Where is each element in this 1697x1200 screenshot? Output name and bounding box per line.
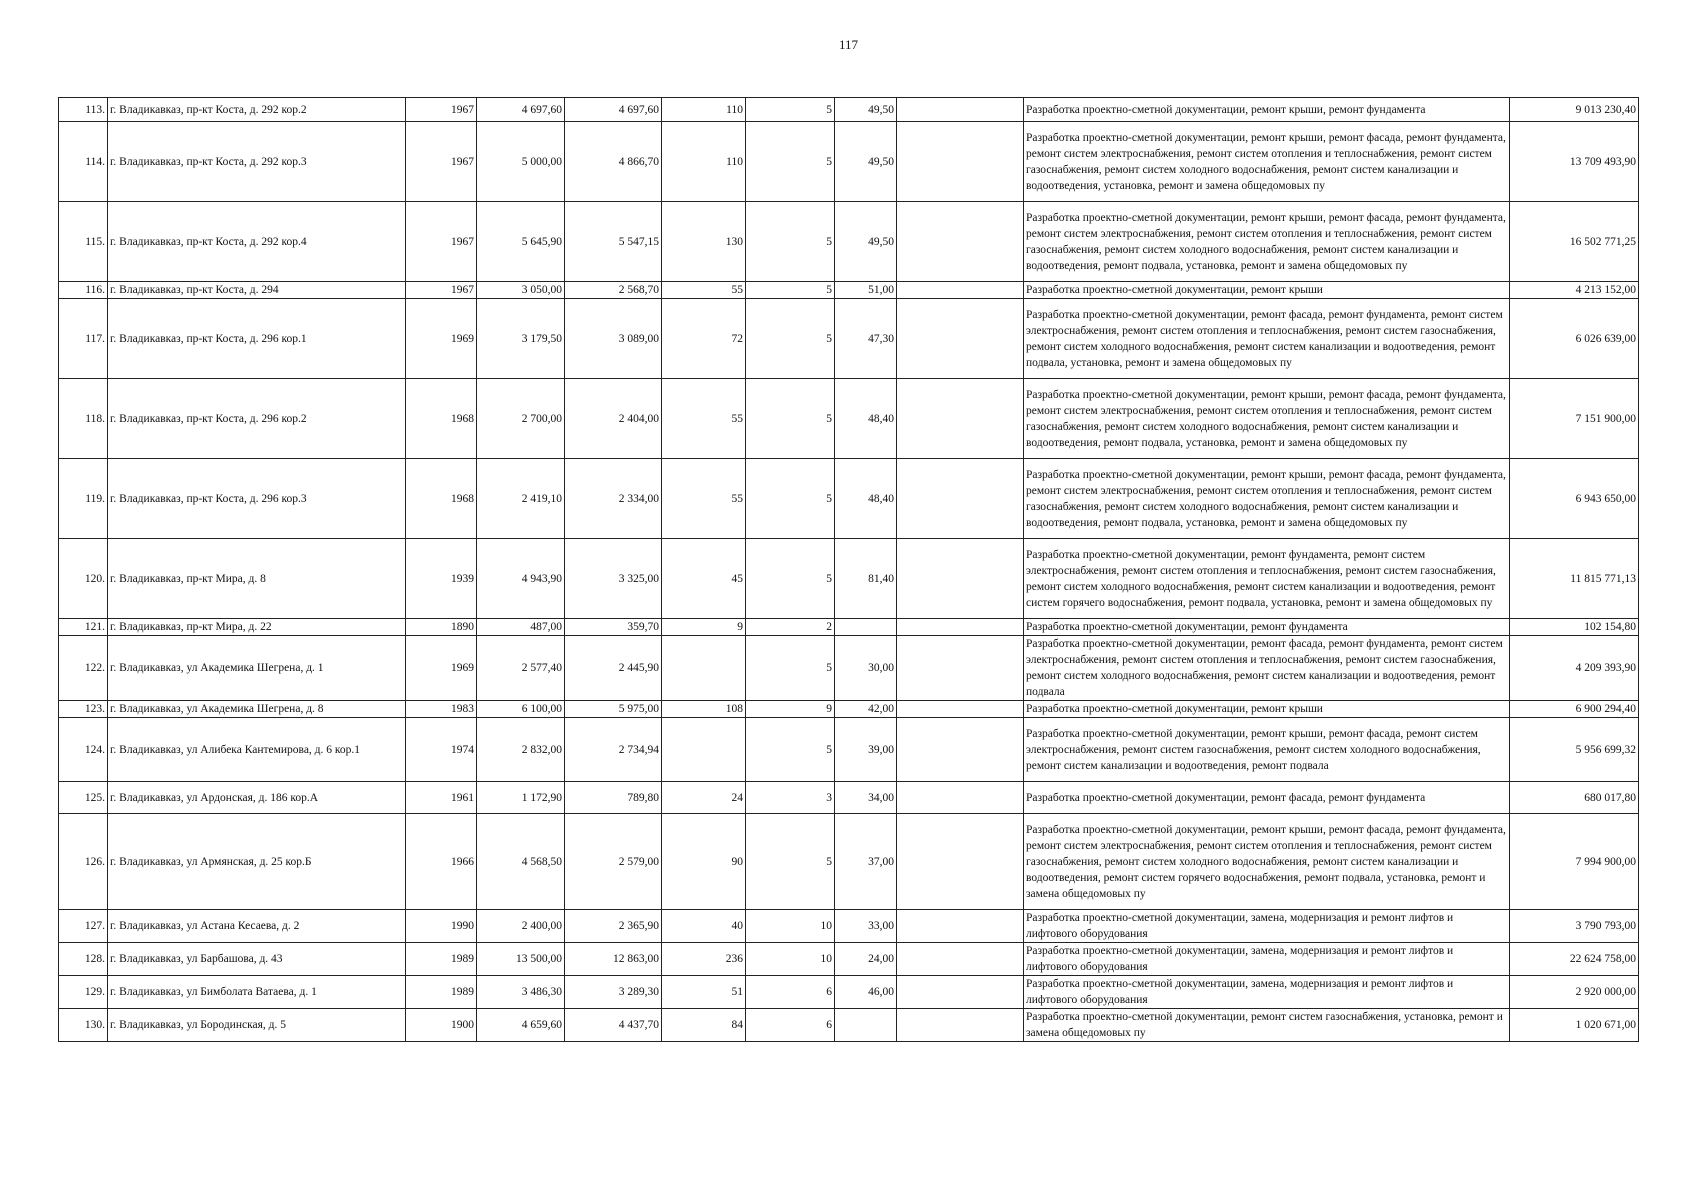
works-description-cell: Разработка проектно-сметной документации, замена, модернизация и ремонт лифтов и лифтового оборудования (1024, 910, 1510, 943)
wear-percent-cell (835, 619, 897, 636)
residents-cell: 110 (662, 98, 746, 122)
repair-register-table (58, 97, 1639, 1042)
row-number-cell: 128. (59, 943, 108, 976)
living-area-cell: 2 334,00 (565, 459, 662, 539)
address-cell: г. Владикавказ, ул Бимболата Ватаева, д. 1 (108, 976, 406, 1009)
floors-cell: 2 (746, 619, 835, 636)
row-number-cell: 113. (59, 98, 108, 122)
table-row (59, 701, 1639, 718)
table-row (59, 202, 1639, 282)
residents-cell: 55 (662, 282, 746, 299)
address-cell: г. Владикавказ, пр-кт Коста, д. 292 кор.4 (108, 202, 406, 282)
address-cell: г. Владикавказ, ул Алибека Кантемирова, д. 6 кор.1 (108, 718, 406, 782)
living-area-cell: 4 866,70 (565, 122, 662, 202)
floors-cell: 10 (746, 910, 835, 943)
works-description-cell: Разработка проектно-сметной документации, ремонт крыши, ремонт фасада, ремонт фундамента, ремонт систем электроснабжения, ремонт систем отопления и теплоснабжения, ремонт систем газоснабжения, ремонт систем холодного водоснабжения, ремонт систем канализации и водоотведения, ремонт подвала, установка, ремонт и замена общедомовых пу (1024, 459, 1510, 539)
floors-cell: 10 (746, 943, 835, 976)
works-description-cell: Разработка проектно-сметной документации, ремонт крыши, ремонт фундамента (1024, 98, 1510, 122)
empty-cell (897, 636, 1024, 701)
works-description-cell: Разработка проектно-сметной документации, ремонт крыши, ремонт фасада, ремонт фундамента, ремонт систем электроснабжения, ремонт систем отопления и теплоснабжения, ремонт систем газоснабжения, ремонт систем холодного водоснабжения, ремонт систем канализации и водоотведения, ремонт подвала, установка, ремонт и замена общедомовых пу (1024, 202, 1510, 282)
address-cell: г. Владикавказ, ул Барбашова, д. 43 (108, 943, 406, 976)
table-row (59, 379, 1639, 459)
year-built-cell: 1967 (406, 282, 477, 299)
year-built-cell: 1969 (406, 636, 477, 701)
residents-cell: 40 (662, 910, 746, 943)
residents-cell: 72 (662, 299, 746, 379)
row-number-cell: 126. (59, 814, 108, 910)
residents-cell: 236 (662, 943, 746, 976)
table-row (59, 782, 1639, 814)
empty-cell (897, 814, 1024, 910)
row-number-cell: 116. (59, 282, 108, 299)
floors-cell: 5 (746, 98, 835, 122)
address-cell: г. Владикавказ, ул Бородинская, д. 5 (108, 1009, 406, 1042)
row-number-cell: 130. (59, 1009, 108, 1042)
cost-cell: 7 151 900,00 (1510, 379, 1639, 459)
year-built-cell: 1890 (406, 619, 477, 636)
empty-cell (897, 782, 1024, 814)
living-area-cell: 2 365,90 (565, 910, 662, 943)
living-area-cell: 2 404,00 (565, 379, 662, 459)
residents-cell (662, 718, 746, 782)
floors-cell: 5 (746, 636, 835, 701)
total-area-cell: 4 943,90 (477, 539, 565, 619)
total-area-cell: 2 832,00 (477, 718, 565, 782)
year-built-cell: 1968 (406, 379, 477, 459)
address-cell: г. Владикавказ, пр-кт Коста, д. 294 (108, 282, 406, 299)
table-row (59, 619, 1639, 636)
empty-cell (897, 910, 1024, 943)
wear-percent-cell: 47,30 (835, 299, 897, 379)
residents-cell: 130 (662, 202, 746, 282)
floors-cell: 6 (746, 1009, 835, 1042)
address-cell: г. Владикавказ, пр-кт Коста, д. 296 кор.2 (108, 379, 406, 459)
works-description-cell: Разработка проектно-сметной документации, замена, модернизация и ремонт лифтов и лифтового оборудования (1024, 976, 1510, 1009)
cost-cell: 7 994 900,00 (1510, 814, 1639, 910)
row-number-cell: 121. (59, 619, 108, 636)
table-row (59, 539, 1639, 619)
table-row (59, 976, 1639, 1009)
wear-percent-cell: 51,00 (835, 282, 897, 299)
total-area-cell: 3 050,00 (477, 282, 565, 299)
row-number-cell: 125. (59, 782, 108, 814)
row-number-cell: 115. (59, 202, 108, 282)
year-built-cell: 1966 (406, 814, 477, 910)
table-row (59, 910, 1639, 943)
total-area-cell: 2 700,00 (477, 379, 565, 459)
cost-cell: 4 213 152,00 (1510, 282, 1639, 299)
wear-percent-cell: 49,50 (835, 202, 897, 282)
address-cell: г. Владикавказ, пр-кт Мира, д. 22 (108, 619, 406, 636)
wear-percent-cell: 42,00 (835, 701, 897, 718)
residents-cell: 84 (662, 1009, 746, 1042)
living-area-cell: 12 863,00 (565, 943, 662, 976)
empty-cell (897, 299, 1024, 379)
address-cell: г. Владикавказ, ул Армянская, д. 25 кор.Б (108, 814, 406, 910)
empty-cell (897, 282, 1024, 299)
row-number-cell: 123. (59, 701, 108, 718)
floors-cell: 9 (746, 701, 835, 718)
total-area-cell: 2 419,10 (477, 459, 565, 539)
row-number-cell: 127. (59, 910, 108, 943)
empty-cell (897, 1009, 1024, 1042)
total-area-cell: 1 172,90 (477, 782, 565, 814)
cost-cell: 22 624 758,00 (1510, 943, 1639, 976)
cost-cell: 9 013 230,40 (1510, 98, 1639, 122)
empty-cell (897, 539, 1024, 619)
table-row (59, 943, 1639, 976)
cost-cell: 6 026 639,00 (1510, 299, 1639, 379)
cost-cell: 1 020 671,00 (1510, 1009, 1639, 1042)
floors-cell: 5 (746, 379, 835, 459)
row-number-cell: 124. (59, 718, 108, 782)
cost-cell: 11 815 771,13 (1510, 539, 1639, 619)
total-area-cell: 13 500,00 (477, 943, 565, 976)
cost-cell: 5 956 699,32 (1510, 718, 1639, 782)
total-area-cell: 4 659,60 (477, 1009, 565, 1042)
total-area-cell: 2 400,00 (477, 910, 565, 943)
residents-cell: 24 (662, 782, 746, 814)
wear-percent-cell: 48,40 (835, 459, 897, 539)
wear-percent-cell: 39,00 (835, 718, 897, 782)
works-description-cell: Разработка проектно-сметной документации, ремонт фундамента, ремонт систем электроснабжения, ремонт систем отопления и теплоснабжения, ремонт систем газоснабжения, ремонт систем холодного водоснабжения, ремонт систем канализации и водоотведения, ремонт систем горячего водоснабжения, ремонт подвала, установка, ремонт и замена общедомовых пу (1024, 539, 1510, 619)
cost-cell: 16 502 771,25 (1510, 202, 1639, 282)
floors-cell: 5 (746, 299, 835, 379)
total-area-cell: 5 000,00 (477, 122, 565, 202)
floors-cell: 5 (746, 539, 835, 619)
residents-cell: 110 (662, 122, 746, 202)
living-area-cell: 5 975,00 (565, 701, 662, 718)
cost-cell: 4 209 393,90 (1510, 636, 1639, 701)
page-number: 117 (838, 37, 859, 52)
empty-cell (897, 379, 1024, 459)
year-built-cell: 1961 (406, 782, 477, 814)
living-area-cell: 4 697,60 (565, 98, 662, 122)
cost-cell: 6 943 650,00 (1510, 459, 1639, 539)
total-area-cell: 4 697,60 (477, 98, 565, 122)
wear-percent-cell: 49,50 (835, 98, 897, 122)
living-area-cell: 4 437,70 (565, 1009, 662, 1042)
wear-percent-cell: 48,40 (835, 379, 897, 459)
living-area-cell: 3 289,30 (565, 976, 662, 1009)
table-row (59, 718, 1639, 782)
works-description-cell: Разработка проектно-сметной документации, ремонт фасада, ремонт фундамента, ремонт систем электроснабжения, ремонт систем отопления и теплоснабжения, ремонт систем газоснабжения, ремонт систем холодного водоснабжения, ремонт систем канализации и водоотведения, ремонт подвала (1024, 636, 1510, 701)
row-number-cell: 119. (59, 459, 108, 539)
empty-cell (897, 701, 1024, 718)
address-cell: г. Владикавказ, пр-кт Мира, д. 8 (108, 539, 406, 619)
cost-cell: 680 017,80 (1510, 782, 1639, 814)
total-area-cell: 5 645,90 (477, 202, 565, 282)
works-description-cell: Разработка проектно-сметной документации, замена, модернизация и ремонт лифтов и лифтового оборудования (1024, 943, 1510, 976)
address-cell: г. Владикавказ, пр-кт Коста, д. 292 кор.3 (108, 122, 406, 202)
row-number-cell: 114. (59, 122, 108, 202)
empty-cell (897, 122, 1024, 202)
floors-cell: 5 (746, 202, 835, 282)
year-built-cell: 1989 (406, 943, 477, 976)
row-number-cell: 117. (59, 299, 108, 379)
living-area-cell: 2 579,00 (565, 814, 662, 910)
living-area-cell: 2 445,90 (565, 636, 662, 701)
cost-cell: 13 709 493,90 (1510, 122, 1639, 202)
empty-cell (897, 976, 1024, 1009)
address-cell: г. Владикавказ, пр-кт Коста, д. 292 кор.2 (108, 98, 406, 122)
empty-cell (897, 943, 1024, 976)
wear-percent-cell: 24,00 (835, 943, 897, 976)
empty-cell (897, 718, 1024, 782)
empty-cell (897, 619, 1024, 636)
residents-cell: 45 (662, 539, 746, 619)
wear-percent-cell: 81,40 (835, 539, 897, 619)
total-area-cell: 4 568,50 (477, 814, 565, 910)
table-body (59, 98, 1639, 1042)
living-area-cell: 789,80 (565, 782, 662, 814)
table-row (59, 122, 1639, 202)
year-built-cell: 1990 (406, 910, 477, 943)
residents-cell: 108 (662, 701, 746, 718)
wear-percent-cell: 46,00 (835, 976, 897, 1009)
cost-cell: 3 790 793,00 (1510, 910, 1639, 943)
works-description-cell: Разработка проектно-сметной документации, ремонт фундамента (1024, 619, 1510, 636)
year-built-cell: 1974 (406, 718, 477, 782)
empty-cell (897, 98, 1024, 122)
works-description-cell: Разработка проектно-сметной документации, ремонт крыши, ремонт фасада, ремонт фундамента, ремонт систем электроснабжения, ремонт систем отопления и теплоснабжения, ремонт систем газоснабжения, ремонт систем холодного водоснабжения, ремонт систем канализации и водоотведения, ремонт подвала, установка, ремонт и замена общедомовых пу (1024, 379, 1510, 459)
works-description-cell: Разработка проектно-сметной документации, ремонт крыши, ремонт фасада, ремонт фундамента, ремонт систем электроснабжения, ремонт систем отопления и теплоснабжения, ремонт систем газоснабжения, ремонт систем холодного водоснабжения, ремонт систем канализации и водоотведения, ремонт систем горячего водоснабжения, ремонт подвала, установка, ремонт и замена общедомовых пу (1024, 814, 1510, 910)
address-cell: г. Владикавказ, ул Академика Шегрена, д. 8 (108, 701, 406, 718)
living-area-cell: 359,70 (565, 619, 662, 636)
table-row (59, 98, 1639, 122)
wear-percent-cell: 33,00 (835, 910, 897, 943)
table-row (59, 1009, 1639, 1042)
cost-cell: 102 154,80 (1510, 619, 1639, 636)
year-built-cell: 1968 (406, 459, 477, 539)
floors-cell: 5 (746, 282, 835, 299)
year-built-cell: 1967 (406, 122, 477, 202)
address-cell: г. Владикавказ, пр-кт Коста, д. 296 кор.1 (108, 299, 406, 379)
wear-percent-cell (835, 1009, 897, 1042)
floors-cell: 5 (746, 459, 835, 539)
floors-cell: 5 (746, 718, 835, 782)
year-built-cell: 1989 (406, 976, 477, 1009)
living-area-cell: 3 089,00 (565, 299, 662, 379)
residents-cell: 55 (662, 459, 746, 539)
living-area-cell: 2 734,94 (565, 718, 662, 782)
address-cell: г. Владикавказ, ул Академика Шегрена, д. 1 (108, 636, 406, 701)
row-number-cell: 129. (59, 976, 108, 1009)
year-built-cell: 1967 (406, 98, 477, 122)
year-built-cell: 1939 (406, 539, 477, 619)
cost-cell: 2 920 000,00 (1510, 976, 1639, 1009)
total-area-cell: 3 486,30 (477, 976, 565, 1009)
works-description-cell: Разработка проектно-сметной документации, ремонт крыши, ремонт фасада, ремонт фундамента, ремонт систем электроснабжения, ремонт систем отопления и теплоснабжения, ремонт систем газоснабжения, ремонт систем холодного водоснабжения, ремонт систем канализации и водоотведения, установка, ремонт и замена общедомовых пу (1024, 122, 1510, 202)
table-row (59, 282, 1639, 299)
table-row (59, 299, 1639, 379)
year-built-cell: 1900 (406, 1009, 477, 1042)
row-number-cell: 122. (59, 636, 108, 701)
year-built-cell: 1967 (406, 202, 477, 282)
living-area-cell: 2 568,70 (565, 282, 662, 299)
empty-cell (897, 202, 1024, 282)
works-description-cell: Разработка проектно-сметной документации, ремонт фасада, ремонт фундамента (1024, 782, 1510, 814)
cost-cell: 6 900 294,40 (1510, 701, 1639, 718)
empty-cell (897, 459, 1024, 539)
residents-cell: 51 (662, 976, 746, 1009)
address-cell: г. Владикавказ, ул Ардонская, д. 186 кор.А (108, 782, 406, 814)
total-area-cell: 487,00 (477, 619, 565, 636)
living-area-cell: 3 325,00 (565, 539, 662, 619)
wear-percent-cell: 37,00 (835, 814, 897, 910)
table-row (59, 814, 1639, 910)
wear-percent-cell: 34,00 (835, 782, 897, 814)
year-built-cell: 1969 (406, 299, 477, 379)
row-number-cell: 120. (59, 539, 108, 619)
total-area-cell: 6 100,00 (477, 701, 565, 718)
total-area-cell: 3 179,50 (477, 299, 565, 379)
address-cell: г. Владикавказ, пр-кт Коста, д. 296 кор.3 (108, 459, 406, 539)
living-area-cell: 5 547,15 (565, 202, 662, 282)
works-description-cell: Разработка проектно-сметной документации, ремонт фасада, ремонт фундамента, ремонт систем электроснабжения, ремонт систем отопления и теплоснабжения, ремонт систем газоснабжения, ремонт систем холодного водоснабжения, ремонт систем канализации и водоотведения, ремонт подвала, установка, ремонт и замена общедомовых пу (1024, 299, 1510, 379)
table-row (59, 459, 1639, 539)
works-description-cell: Разработка проектно-сметной документации, ремонт крыши (1024, 282, 1510, 299)
floors-cell: 3 (746, 782, 835, 814)
row-number-cell: 118. (59, 379, 108, 459)
address-cell: г. Владикавказ, ул Астана Кесаева, д. 2 (108, 910, 406, 943)
residents-cell: 55 (662, 379, 746, 459)
table-row (59, 636, 1639, 701)
works-description-cell: Разработка проектно-сметной документации, ремонт систем газоснабжения, установка, ремонт и замена общедомовых пу (1024, 1009, 1510, 1042)
residents-cell (662, 636, 746, 701)
residents-cell: 9 (662, 619, 746, 636)
floors-cell: 6 (746, 976, 835, 1009)
floors-cell: 5 (746, 122, 835, 202)
total-area-cell: 2 577,40 (477, 636, 565, 701)
residents-cell: 90 (662, 814, 746, 910)
wear-percent-cell: 49,50 (835, 122, 897, 202)
wear-percent-cell: 30,00 (835, 636, 897, 701)
works-description-cell: Разработка проектно-сметной документации, ремонт крыши (1024, 701, 1510, 718)
year-built-cell: 1983 (406, 701, 477, 718)
works-description-cell: Разработка проектно-сметной документации, ремонт крыши, ремонт фасада, ремонт систем электроснабжения, ремонт систем газоснабжения, ремонт систем холодного водоснабжения, ремонт систем канализации и водоотведения, ремонт подвала (1024, 718, 1510, 782)
floors-cell: 5 (746, 814, 835, 910)
